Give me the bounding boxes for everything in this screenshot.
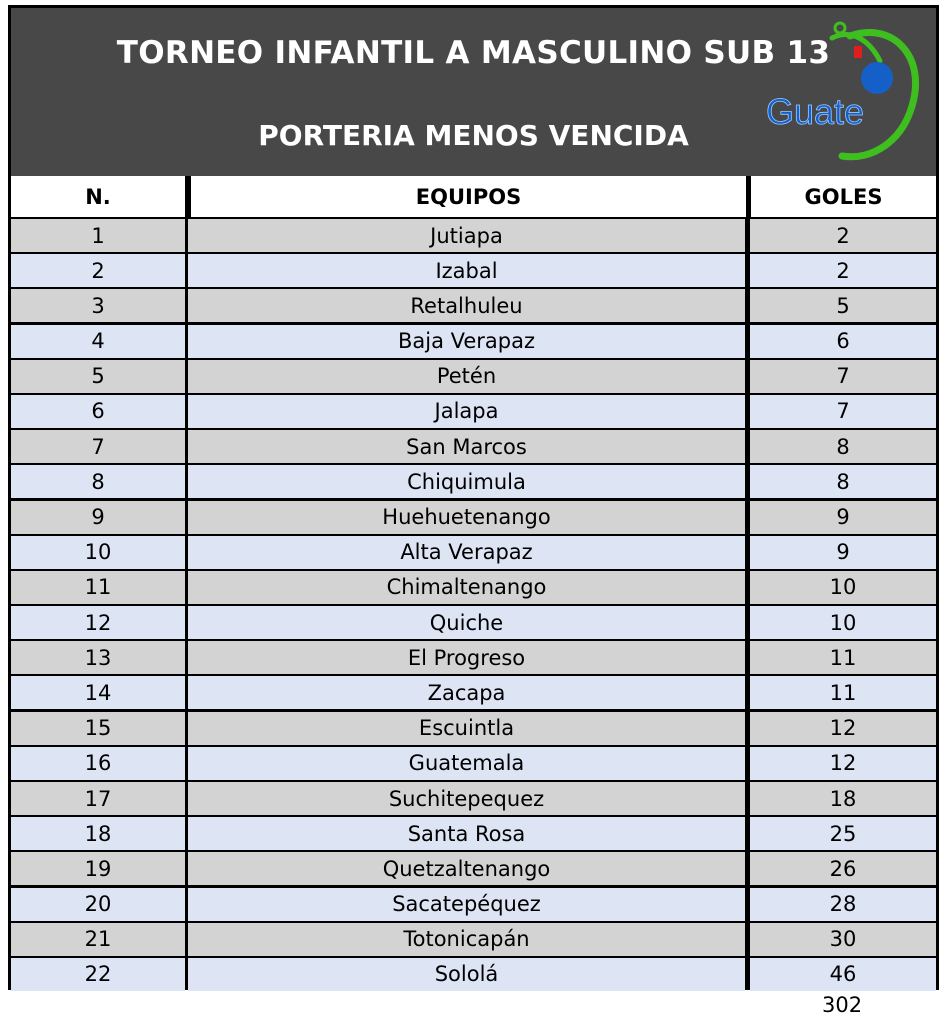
row-goals: 10 <box>750 571 936 604</box>
row-number: 8 <box>11 465 185 498</box>
standings-table-frame <box>8 5 939 990</box>
row-number: 17 <box>11 782 185 815</box>
row-goals: 9 <box>750 536 936 569</box>
table-row <box>11 360 936 393</box>
row-number: 21 <box>11 923 185 956</box>
row-team: Retalhuleu <box>188 289 745 322</box>
row-number: 4 <box>11 325 185 358</box>
row-team: Totonicapán <box>188 923 745 956</box>
row-goals: 25 <box>750 817 936 850</box>
row-team: Petén <box>188 360 745 393</box>
table-row <box>11 219 936 252</box>
row-number: 5 <box>11 360 185 393</box>
row-goals: 11 <box>750 641 936 674</box>
table-row <box>11 958 936 991</box>
table-row <box>11 817 936 850</box>
row-team: Jutiapa <box>188 219 745 252</box>
row-number: 10 <box>11 536 185 569</box>
row-goals: 9 <box>750 501 936 534</box>
row-team: Chiquimula <box>188 465 745 498</box>
row-number: 13 <box>11 641 185 674</box>
row-team: Quetzaltenango <box>188 852 745 885</box>
table-row <box>11 747 936 780</box>
row-goals: 26 <box>750 852 936 885</box>
logo-wordmark: Guate <box>766 91 865 132</box>
column-header-number: N. <box>11 176 185 217</box>
table-row <box>11 465 936 498</box>
row-team: Sacatepéquez <box>188 888 745 921</box>
row-goals: 28 <box>750 888 936 921</box>
row-number: 22 <box>11 958 185 991</box>
row-team: Alta Verapaz <box>188 536 745 569</box>
row-goals: 10 <box>750 606 936 639</box>
row-team: Zacapa <box>188 676 745 709</box>
row-goals: 2 <box>750 254 936 287</box>
row-goals: 11 <box>750 676 936 709</box>
table-row <box>11 923 936 956</box>
page-title: TORNEO INFANTIL A MASCULINO SUB 13 <box>116 35 831 71</box>
goals-total: 302 <box>822 993 863 1017</box>
guate-logo <box>762 16 922 166</box>
row-goals: 12 <box>750 747 936 780</box>
row-goals: 8 <box>750 430 936 463</box>
row-number: 20 <box>11 888 185 921</box>
row-number: 3 <box>11 289 185 322</box>
page-subtitle: PORTERIA MENOS VENCIDA <box>258 119 689 152</box>
row-number: 12 <box>11 606 185 639</box>
row-team: Izabal <box>188 254 745 287</box>
row-team: Huehuetenango <box>188 501 745 534</box>
row-team: Suchitepequez <box>188 782 745 815</box>
row-number: 2 <box>11 254 185 287</box>
row-goals: 46 <box>750 958 936 991</box>
row-number: 16 <box>11 747 185 780</box>
row-number: 11 <box>11 571 185 604</box>
row-number: 1 <box>11 219 185 252</box>
column-header-team: EQUIPOS <box>191 176 746 217</box>
row-number: 7 <box>11 430 185 463</box>
row-team: Jalapa <box>188 395 745 428</box>
table-row <box>11 571 936 604</box>
table-row <box>11 712 936 745</box>
row-goals: 8 <box>750 465 936 498</box>
table-body <box>11 219 936 993</box>
table-row <box>11 606 936 639</box>
row-number: 14 <box>11 676 185 709</box>
row-goals: 12 <box>750 712 936 745</box>
row-number: 18 <box>11 817 185 850</box>
table-row <box>11 289 936 322</box>
table-row <box>11 395 936 428</box>
row-number: 15 <box>11 712 185 745</box>
table-row <box>11 536 936 569</box>
table-row <box>11 888 936 921</box>
table-header-banner <box>11 8 936 176</box>
row-goals: 7 <box>750 395 936 428</box>
row-goals: 18 <box>750 782 936 815</box>
row-team: Chimaltenango <box>188 571 745 604</box>
table-row <box>11 501 936 534</box>
table-row <box>11 641 936 674</box>
row-number: 6 <box>11 395 185 428</box>
row-team: Sololá <box>188 958 745 991</box>
row-goals: 2 <box>750 219 936 252</box>
row-team: Baja Verapaz <box>188 325 745 358</box>
row-team: San Marcos <box>188 430 745 463</box>
row-team: Guatemala <box>188 747 745 780</box>
table-row <box>11 430 936 463</box>
table-row <box>11 254 936 287</box>
table-row <box>11 852 936 885</box>
row-team: Quiche <box>188 606 745 639</box>
row-goals: 30 <box>750 923 936 956</box>
row-team: El Progreso <box>188 641 745 674</box>
row-goals: 6 <box>750 325 936 358</box>
table-row <box>11 325 936 358</box>
column-header-goals: GOLES <box>751 176 936 217</box>
row-number: 9 <box>11 501 185 534</box>
row-team: Santa Rosa <box>188 817 745 850</box>
row-number: 19 <box>11 852 185 885</box>
table-row <box>11 782 936 815</box>
table-row <box>11 676 936 709</box>
row-goals: 5 <box>750 289 936 322</box>
row-goals: 7 <box>750 360 936 393</box>
row-team: Escuintla <box>188 712 745 745</box>
